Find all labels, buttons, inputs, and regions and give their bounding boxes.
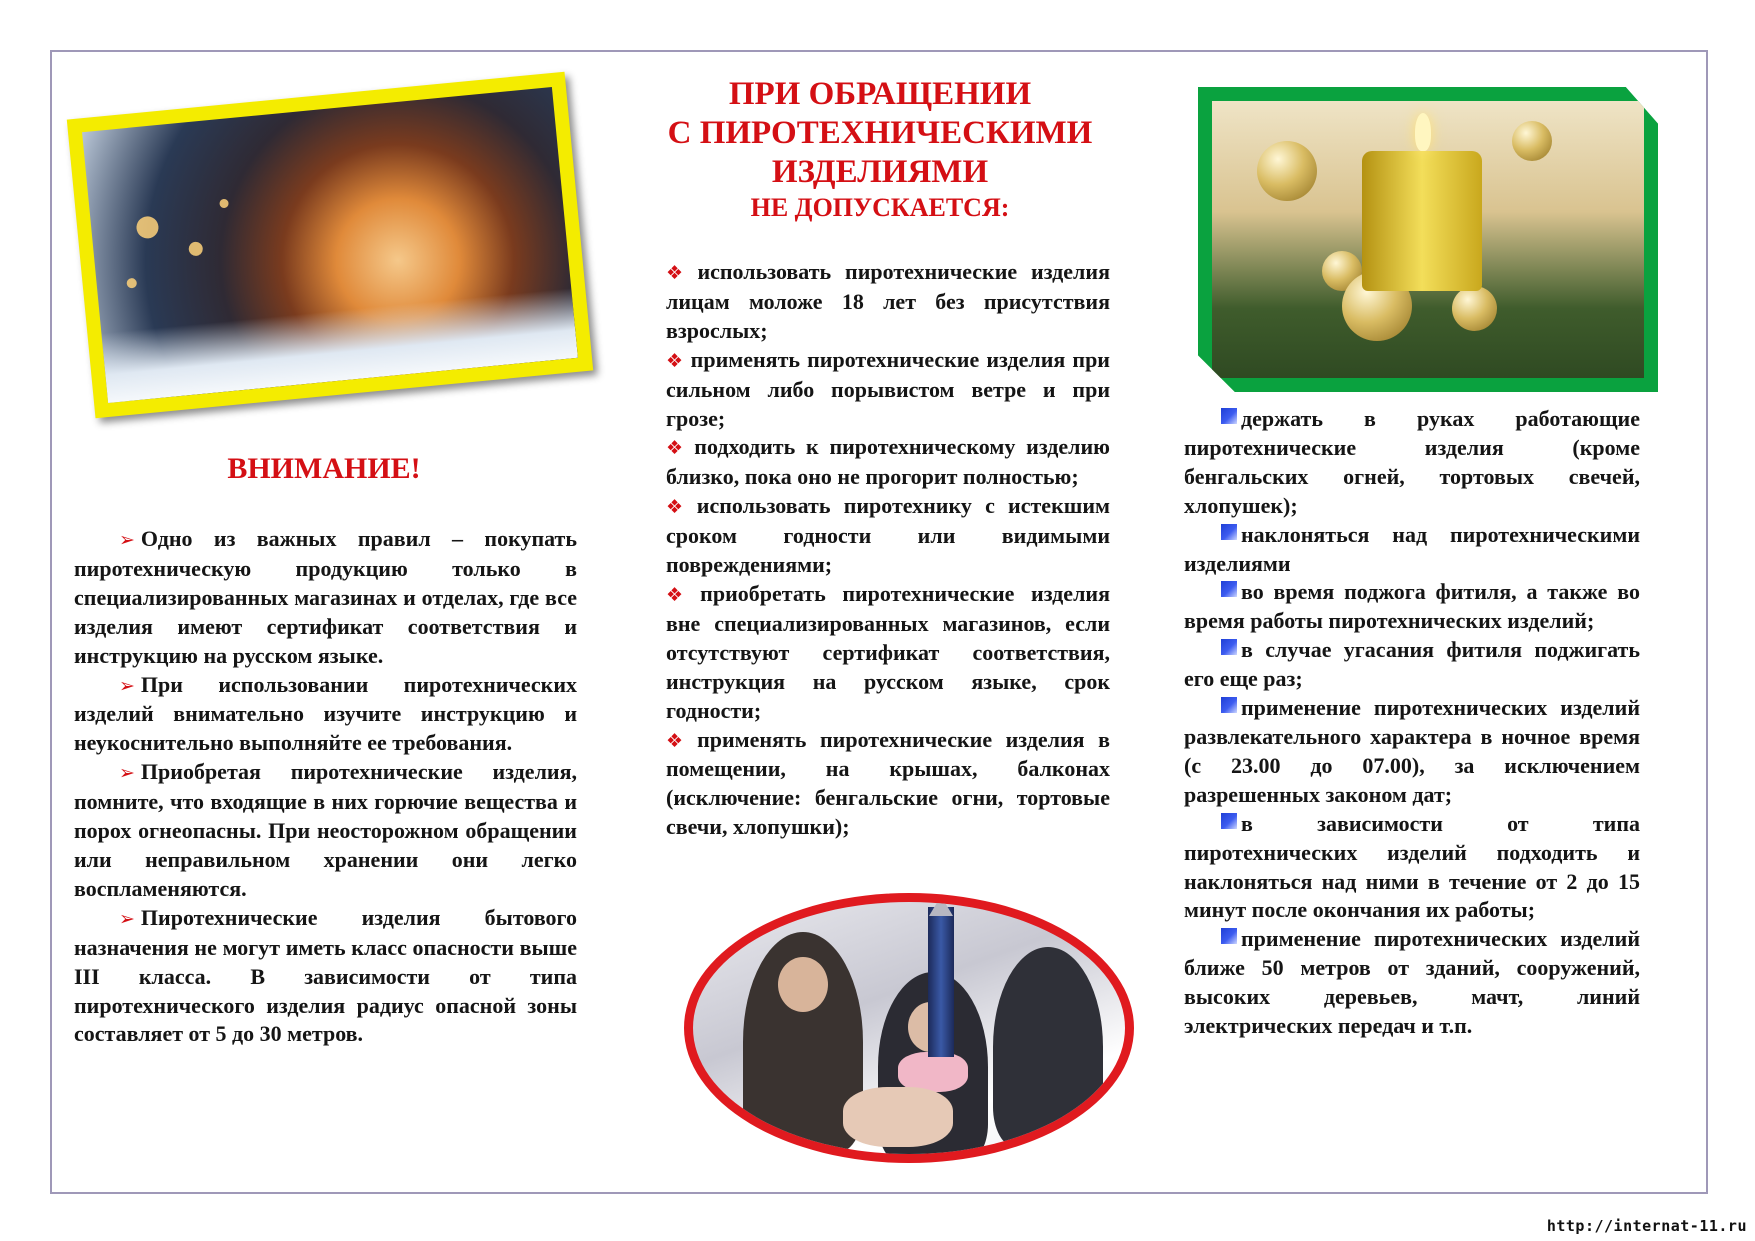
rule-paragraph: ➢ Одно из важных правил – покупать пиротехническую продукцию только в специализированных магазинах и отделах, где все изделия имеют сертификат соответствия и инструкцию на русском языке. <box>74 526 577 668</box>
list-item: ❖ применять пиротехнические изделия при сильном либо порывистом ветре и при грозе; <box>666 346 1110 431</box>
list-item: в зависимости от типа пиротехнических изделий подходить и наклоняться над ними в течение от 2 до 15 минут после окончания их работы; <box>1184 810 1640 923</box>
left-rules <box>74 525 577 1049</box>
square-bullet-icon <box>1221 581 1237 597</box>
diamond-bullet-icon: ❖ <box>666 496 691 519</box>
restrictions-list <box>1184 405 1640 1041</box>
diamond-bullet-icon: ❖ <box>666 262 692 284</box>
list-item: ❖ приобретать пиротехнические изделия вне специализированных магазинов, если отсутствуют сертификат соответствия, инструкция на русском языке, срок годности; <box>666 580 1110 723</box>
square-bullet-icon <box>1221 524 1237 540</box>
arrow-bullet-icon: ➢ <box>119 762 135 785</box>
arrow-bullet-icon: ➢ <box>119 907 135 930</box>
rule-paragraph: ➢ При использовании пиротехнических изделий внимательно изучите инструкцию и неукоснительно выполняйте ее требования. <box>74 671 577 756</box>
square-bullet-icon <box>1221 639 1237 655</box>
watermark: http://internat-11.ru <box>1546 1217 1747 1235</box>
square-bullet-icon <box>1221 697 1237 713</box>
christmas-ornament-photo <box>67 72 593 419</box>
list-item: ❖ использовать пиротехнику с истекшим сроком годности или видимыми повреждениями; <box>666 493 1110 578</box>
fireworks-people-photo <box>684 893 1134 1163</box>
list-item: ❖ использовать пиротехнические изделия лицам моложе 18 лет без присутствия взрослых; <box>666 259 1110 343</box>
list-item: применение пиротехнических изделий развлекательного характера в ночное время (с 23.00 до 07.00), за исключением разрешенных законом дат; <box>1184 695 1640 807</box>
square-bullet-icon <box>1221 813 1237 829</box>
square-bullet-icon <box>1221 928 1237 944</box>
arrow-bullet-icon: ➢ <box>119 529 135 551</box>
diamond-bullet-icon: ❖ <box>666 729 692 752</box>
rule-paragraph: ➢ Пиротехнические изделия бытового назначения не могут иметь класс опасности выше III класса. В зависимости от типа пиротехнического изделия радиус опасной зоны составляет от 5 до 30 метров. <box>74 904 577 1047</box>
main-title: ПРИ ОБРАЩЕНИИ С ПИРОТЕХНИЧЕСКИМИ ИЗДЕЛИЯМИ <box>667 76 1093 190</box>
candle-wreath-photo <box>1198 87 1658 392</box>
prohibited-subtitle: НЕ ДОПУСКАЕТСЯ: <box>750 193 1010 222</box>
list-item: держать в руках работающие пиротехнические изделия (кроме бенгальских огней, тортовых свечей, хлопушек); <box>1184 406 1640 518</box>
list-item: наклоняться над пиротехническими изделиями <box>1184 521 1640 576</box>
square-bullet-icon <box>1221 408 1237 424</box>
arrow-bullet-icon: ➢ <box>119 674 135 697</box>
list-item: ❖ применять пиротехнические изделия в помещении, на крышах, балконах (исключение: бенгальские огни, тортовые свечи, хлопушки); <box>666 726 1110 840</box>
diamond-bullet-icon: ❖ <box>666 437 689 460</box>
list-item: ❖ подходить к пиротехническому изделию близко, пока оно не прогорит полностью; <box>666 434 1110 490</box>
diamond-bullet-icon: ❖ <box>666 349 685 372</box>
list-item: применение пиротехнических изделий ближе 50 метров от зданий, сооружений, высоких деревьев, мачт, линий электрических передач и т.п. <box>1184 926 1640 1039</box>
diamond-bullet-icon: ❖ <box>666 583 695 606</box>
rule-paragraph: ➢ Приобретая пиротехнические изделия, помните, что входящие в них горючие вещества и порох огнеопасны. При неосторожном обращении или неправильном хранении они легко воспламеняются. <box>74 759 577 901</box>
attention-heading: ВНИМАНИЕ! <box>227 452 421 485</box>
list-item: в случае угасания фитиля поджигать его еще раз; <box>1184 637 1640 692</box>
list-item: во время поджога фитиля, а также во время работы пиротехнических изделий; <box>1184 579 1640 634</box>
prohibited-list <box>666 258 1110 842</box>
